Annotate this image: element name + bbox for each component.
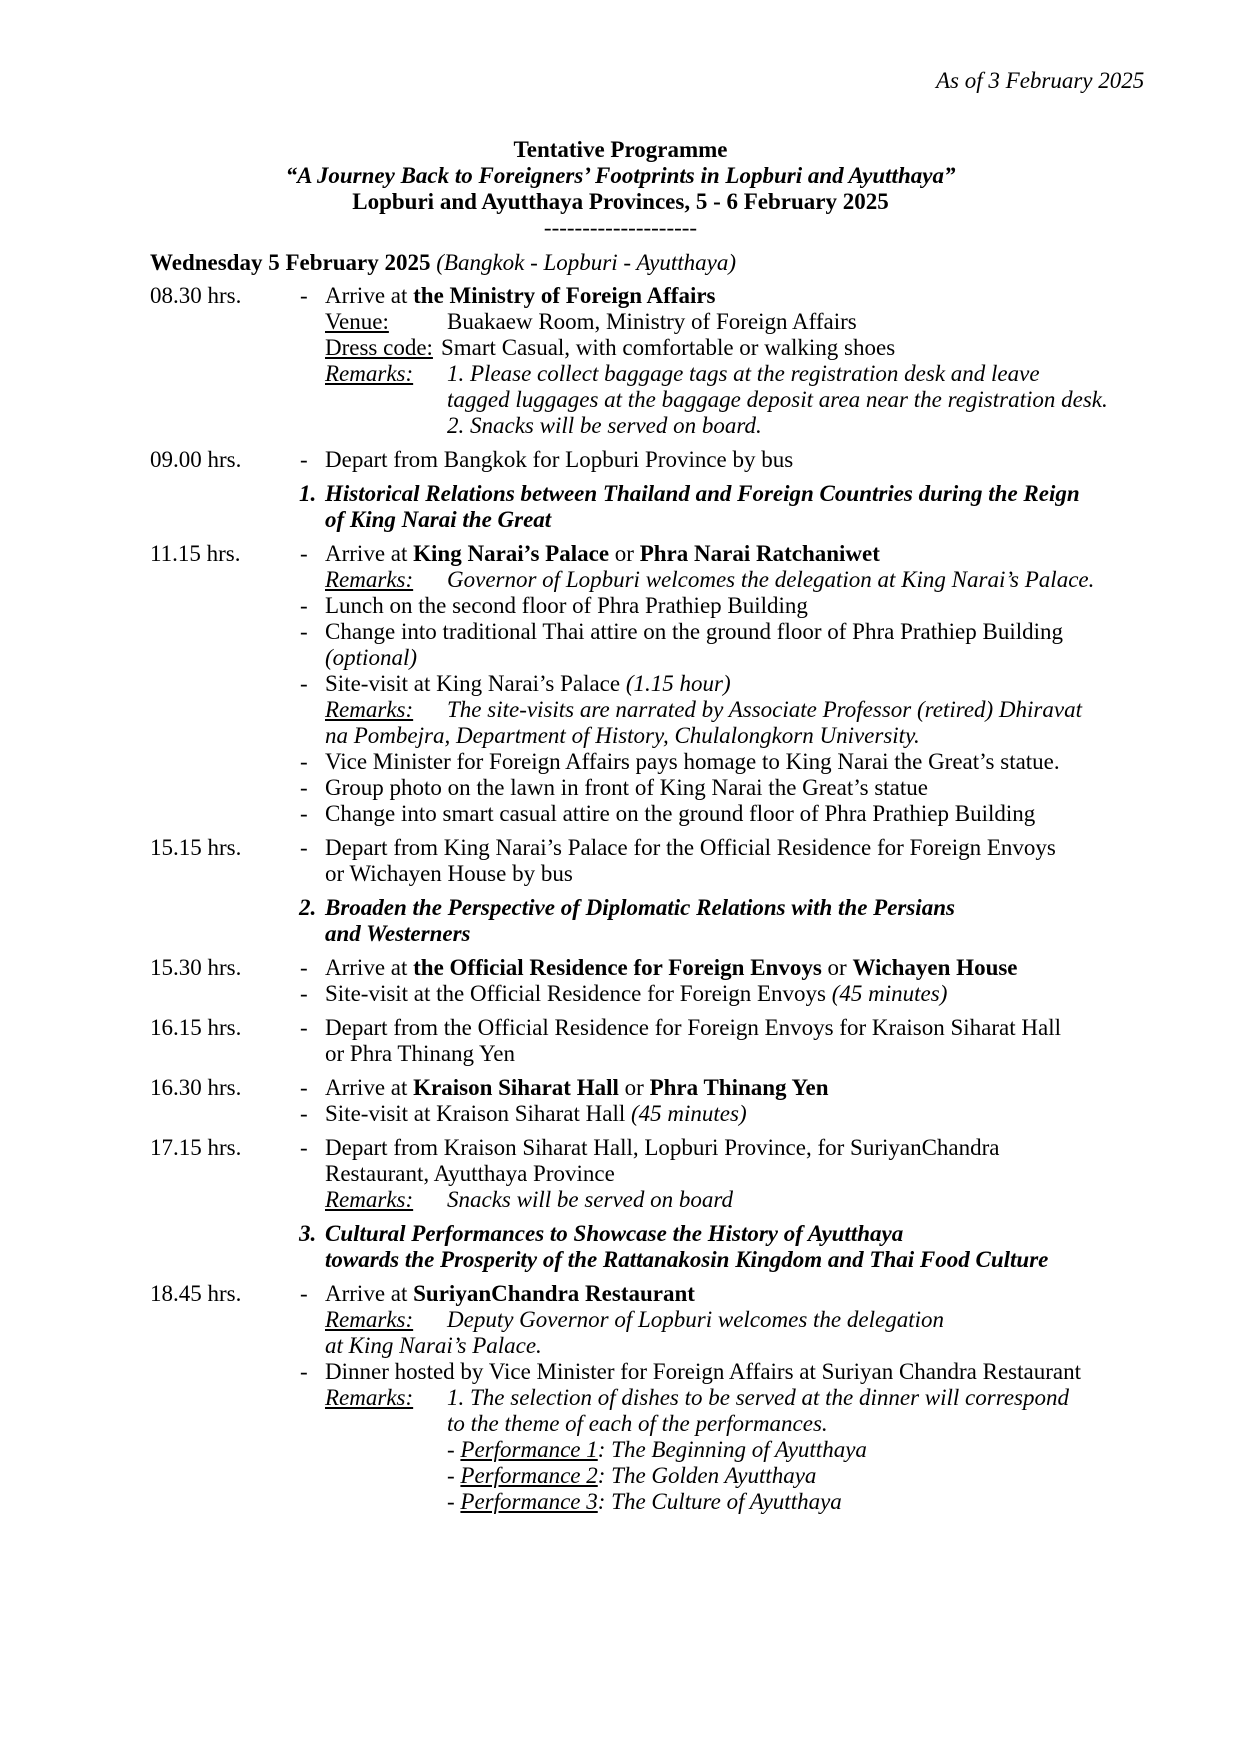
place-name: Wichayen House: [852, 955, 1018, 980]
bullet-dash: -: [300, 283, 308, 308]
place-name: Phra Narai Ratchaniwet: [639, 541, 880, 566]
bullet-dash: -: [300, 1281, 308, 1306]
performance-label: Performance 1: [460, 1437, 598, 1462]
performance-item: [447, 1463, 816, 1489]
event-name: “A Journey Back to Foreigners’ Footprints in Lopburi and Ayutthaya”: [285, 163, 956, 188]
arrive-prefix: Arrive at: [325, 283, 414, 308]
day-route: (Bangkok - Lopburi - Ayutthaya): [436, 250, 737, 275]
arrive-restaurant: [325, 1281, 695, 1307]
visit-duration: (45 minutes): [831, 981, 948, 1006]
venue-label: Venue:: [325, 309, 389, 334]
remark-text: Deputy Governor of Lopburi welcomes the delegation: [447, 1307, 944, 1332]
arrive-official-residence: [325, 955, 1018, 981]
remark-text: at King Narai’s Palace.: [325, 1333, 542, 1358]
place-name: King Narai’s Palace: [413, 541, 610, 566]
time-0830: 08.30 hrs.: [150, 283, 242, 308]
bullet-dash: -: [300, 775, 308, 800]
theme-number: 2.: [299, 895, 317, 920]
arrive-kraison-hall: [325, 1075, 829, 1101]
bullet-dash: -: [300, 1015, 308, 1040]
place-name: SuriyanChandra Restaurant: [413, 1281, 695, 1306]
day-heading: [150, 250, 736, 276]
performance-label: Performance 3: [460, 1489, 598, 1514]
time-1845: 18.45 hrs.: [150, 1281, 242, 1306]
arrive-prefix: Arrive at: [325, 955, 414, 980]
depart-palace: Depart from King Narai’s Palace for the Official Residence for Foreign Envoys: [325, 835, 1056, 860]
time-1630: 16.30 hrs.: [150, 1075, 242, 1100]
bullet-dash: -: [300, 619, 308, 644]
venue-value: Buakaew Room, Ministry of Foreign Affairs: [447, 309, 857, 334]
bullet-dash: -: [300, 801, 308, 826]
place-name: Phra Thinang Yen: [649, 1075, 829, 1100]
dinner-item: Dinner hosted by Vice Minister for Foreign Affairs at Suriyan Chandra Restaurant: [325, 1359, 1081, 1384]
lunch-item: Lunch on the second floor of Phra Prathiep Building: [325, 593, 808, 618]
bullet-dash: -: [300, 1101, 308, 1126]
depart-kraison: Restaurant, Ayutthaya Province: [325, 1161, 615, 1186]
remarks-label: Remarks:: [325, 1307, 414, 1332]
arrive-place: the Ministry of Foreign Affairs: [413, 283, 716, 308]
theme-3-heading: Cultural Performances to Showcase the History of Ayutthaya: [325, 1221, 904, 1246]
remarks-label: Remarks:: [325, 567, 414, 592]
document-title: Tentative Programme: [513, 137, 728, 162]
visit-duration: (45 minutes): [630, 1101, 747, 1126]
remark-text: 1. Please collect baggage tags at the registration desk and leave: [447, 361, 1040, 386]
performance-label: Performance 2: [460, 1463, 598, 1488]
performance-title: : The Beginning of Ayutthaya: [597, 1437, 867, 1462]
site-visit-residence: [325, 981, 947, 1007]
depart-palace: or Wichayen House by bus: [325, 861, 573, 886]
perf-prefix: -: [447, 1463, 461, 1488]
performance-title: : The Golden Ayutthaya: [597, 1463, 817, 1488]
perf-prefix: -: [447, 1437, 461, 1462]
remark-text: na Pombejra, Department of History, Chulalongkorn University.: [325, 723, 920, 748]
remark-text: The site-visits are narrated by Associate Professor (retired) Dhiravat: [447, 697, 1082, 722]
theme-1-heading: of King Narai the Great: [325, 507, 552, 532]
theme-number: 3.: [299, 1221, 317, 1246]
time-0900: 09.00 hrs.: [150, 447, 242, 472]
place-name: the Official Residence for Foreign Envoys: [413, 955, 822, 980]
visit-duration: (1.15 hour): [625, 671, 731, 696]
remark-text: 2. Snacks will be served on board.: [447, 413, 762, 438]
remark-text: 1. The selection of dishes to be served at the dinner will correspond: [447, 1385, 1069, 1410]
bullet-dash: -: [300, 835, 308, 860]
remarks-label: Remarks:: [325, 361, 414, 386]
theme-2-heading: and Westerners: [325, 921, 471, 946]
remarks-label: Remarks:: [325, 1187, 414, 1212]
as-of-date: As of 3 February 2025: [936, 68, 1145, 93]
event-location-dates: Lopburi and Ayutthaya Provinces, 5 - 6 February 2025: [352, 189, 889, 214]
arrive-prefix: Arrive at: [325, 1281, 414, 1306]
theme-1-heading: Historical Relations between Thailand and Foreign Countries during the Reign: [325, 481, 1080, 506]
title-divider: --------------------: [543, 215, 698, 240]
bullet-dash: -: [300, 447, 308, 472]
perf-prefix: -: [447, 1489, 461, 1514]
depart-residence: Depart from the Official Residence for Foreign Envoys for Kraison Siharat Hall: [325, 1015, 1061, 1040]
bullet-dash: -: [300, 1075, 308, 1100]
bullet-dash: -: [300, 1135, 308, 1160]
visit-text: Site-visit at the Official Residence for Foreign Envoys: [325, 981, 832, 1006]
dress-code-value: Smart Casual, with comfortable or walking shoes: [441, 335, 896, 360]
theme-2-heading: Broaden the Perspective of Diplomatic Relations with the Persians: [325, 895, 955, 920]
or-text: or: [618, 1075, 650, 1100]
time-1115: 11.15 hrs.: [150, 541, 241, 566]
remarks-label: Remarks:: [325, 1385, 414, 1410]
time-1530: 15.30 hrs.: [150, 955, 242, 980]
remarks-label: Remarks:: [325, 697, 414, 722]
performance-item: [447, 1437, 867, 1463]
theme-number: 1.: [299, 481, 317, 506]
performance-title: : The Culture of Ayutthaya: [597, 1489, 842, 1514]
arrive-prefix: Arrive at: [325, 1075, 414, 1100]
bullet-dash: -: [300, 1359, 308, 1384]
arrive-mfa: [325, 283, 716, 309]
visit-text: Site-visit at Kraison Siharat Hall: [325, 1101, 631, 1126]
depart-kraison: Depart from Kraison Siharat Hall, Lopburi Province, for SuriyanChandra: [325, 1135, 1000, 1160]
remark-text: Snacks will be served on board: [447, 1187, 733, 1212]
arrive-king-narai-palace: [325, 541, 880, 567]
bullet-dash: -: [300, 981, 308, 1006]
time-1615: 16.15 hrs.: [150, 1015, 242, 1040]
bullet-dash: -: [300, 671, 308, 696]
site-visit-palace: [325, 671, 731, 697]
remark-text: Governor of Lopburi welcomes the delegation at King Narai’s Palace.: [447, 567, 1095, 592]
change-attire-item: Change into traditional Thai attire on the ground floor of Phra Prathiep Building: [325, 619, 1063, 644]
theme-3-heading: towards the Prosperity of the Rattanakosin Kingdom and Thai Food Culture: [325, 1247, 1049, 1272]
place-name: Kraison Siharat Hall: [413, 1075, 619, 1100]
bullet-dash: -: [300, 541, 308, 566]
site-visit-kraison: [325, 1101, 747, 1127]
or-text: or: [609, 541, 640, 566]
group-photo-item: Group photo on the lawn in front of King Narai the Great’s statue: [325, 775, 928, 800]
performance-item: [447, 1489, 842, 1515]
optional-note: (optional): [325, 645, 417, 670]
bullet-dash: -: [300, 593, 308, 618]
day-date: Wednesday 5 February 2025: [150, 250, 431, 275]
remark-text: tagged luggages at the baggage deposit area near the registration desk.: [447, 387, 1108, 412]
bullet-dash: -: [300, 955, 308, 980]
arrive-prefix: Arrive at: [325, 541, 414, 566]
depart-bangkok: Depart from Bangkok for Lopburi Province by bus: [325, 447, 794, 472]
homage-item: Vice Minister for Foreign Affairs pays homage to King Narai the Great’s statue.: [325, 749, 1060, 774]
time-1715: 17.15 hrs.: [150, 1135, 242, 1160]
depart-residence: or Phra Thinang Yen: [325, 1041, 515, 1066]
time-1515: 15.15 hrs.: [150, 835, 242, 860]
remark-text: to the theme of each of the performances.: [447, 1411, 828, 1436]
bullet-dash: -: [300, 749, 308, 774]
change-attire-item: Change into smart casual attire on the ground floor of Phra Prathiep Building: [325, 801, 1036, 826]
dress-code-label: Dress code:: [325, 335, 433, 360]
or-text: or: [821, 955, 853, 980]
visit-text: Site-visit at King Narai’s Palace: [325, 671, 626, 696]
